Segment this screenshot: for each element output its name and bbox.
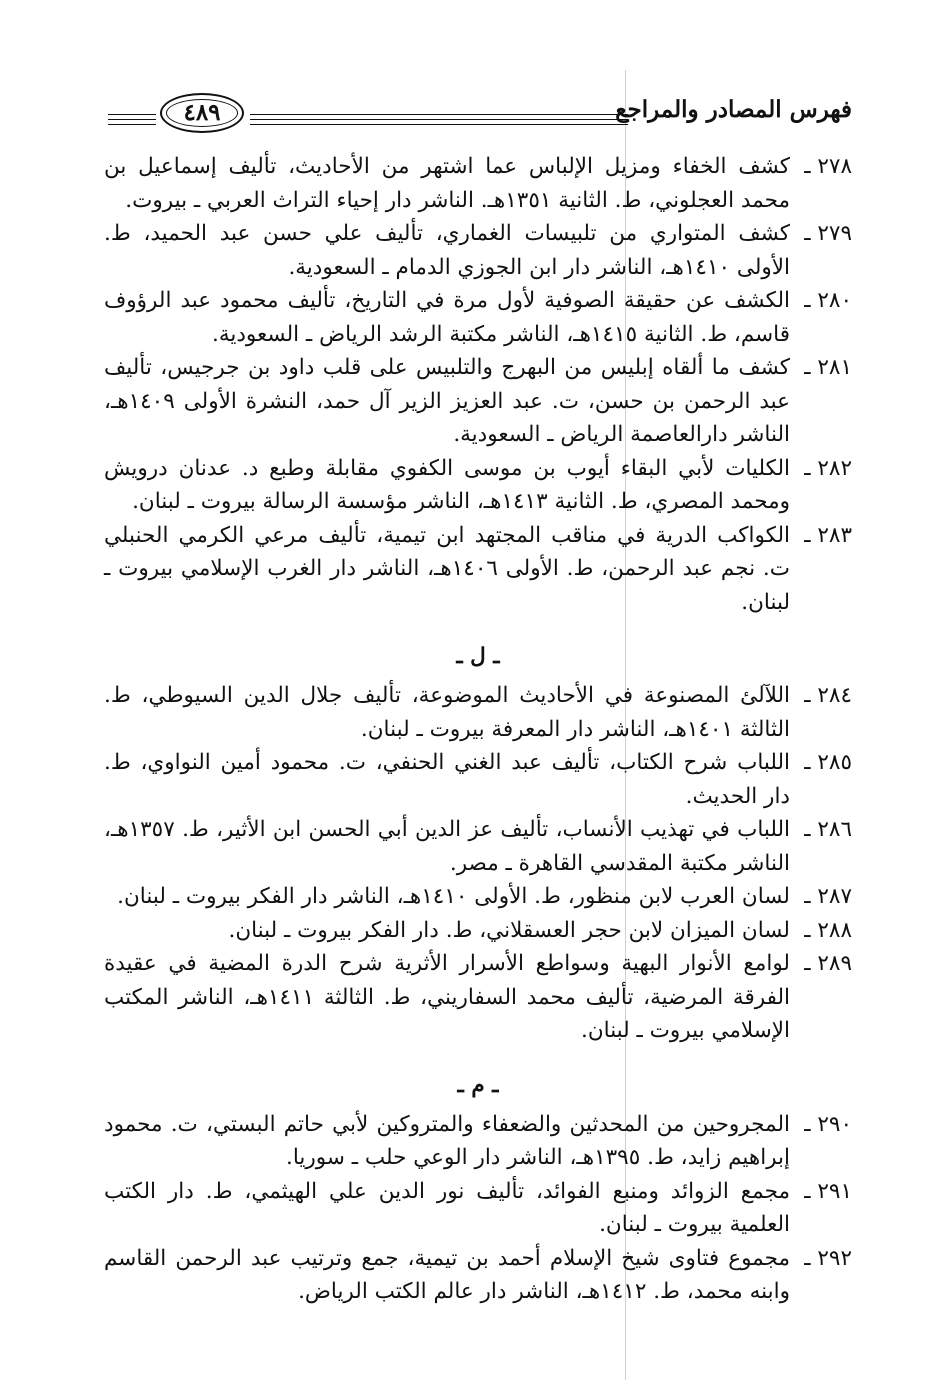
bibliography-list <box>104 150 852 1309</box>
entry-text: لسان الميزان لابن حجر العسقلاني، ط. دار الفكر بيروت ـ لبنان. <box>228 917 790 943</box>
bibliography-entry <box>104 284 852 351</box>
page-number-frame <box>160 93 244 133</box>
entry-number: ٢٩٢ ـ <box>804 1245 852 1271</box>
bibliography-entry <box>104 150 852 217</box>
bibliography-entry <box>104 1242 852 1309</box>
entry-number: ٢٧٩ ـ <box>804 221 852 246</box>
entry-number: ٢٨٤ ـ <box>804 683 852 708</box>
entry-number: ٢٩٠ ـ <box>804 1111 852 1137</box>
bibliography-entry <box>104 519 852 620</box>
section-letter-heading: ـ ل ـ <box>456 644 500 669</box>
bibliography-entry <box>104 813 852 880</box>
page-header <box>100 92 852 142</box>
page-number: ٤٨٩ <box>183 99 221 126</box>
entry-number: ٢٩١ ـ <box>804 1178 852 1204</box>
bibliography-entry <box>104 1175 852 1242</box>
entry-text: الكواكب الدرية في مناقب المجتهد ابن تيمية، تأليف مرعي الكرمي الحنبلي ت. نجم عبد الرحمن، ط. الأولى ١٤٠٦هـ، الناشر دار الغرب الإسلامي بيروت ـ لبنان. <box>104 522 790 615</box>
entry-number: ٢٨٧ ـ <box>804 884 852 909</box>
header-rule-mid <box>250 119 628 120</box>
entry-text: لسان العرب لابن منظور، ط. الأولى ١٤١٠هـ، الناشر دار الفكر بيروت ـ لبنان. <box>117 884 790 909</box>
entry-number: ٢٨٢ ـ <box>804 455 852 481</box>
entry-text: اللباب في تهذيب الأنساب، تأليف عز الدين أبي الحسن ابن الأثير، ط. ١٣٥٧هـ، الناشر مكتبة المقدسي القاهرة ـ مصر. <box>104 817 790 876</box>
bibliography-entry <box>104 947 852 1048</box>
entry-text: لوامع الأنوار البهية وسواطع الأسرار الأثرية شرح الدرة المضية في عقيدة الفرقة المرضية، تأليف محمد السفاريني، ط. الثالثة ١٤١١هـ، الناشر المكتب الإسلامي بيروت ـ لبنان. <box>104 951 790 1043</box>
entry-number: ٢٨٠ ـ <box>804 288 852 313</box>
bibliography-entry <box>104 914 852 948</box>
entry-number: ٢٨٩ ـ <box>804 951 852 976</box>
bibliography-entry <box>104 746 852 813</box>
entry-text: كشف الخفاء ومزيل الإلباس عما اشتهر من الأحاديث، تأليف إسماعيل بن محمد العجلوني، ط. الثانية ١٣٥١هـ. الناشر دار إحياء التراث العربي ـ بيروت. <box>104 154 790 213</box>
header-rule-left-top <box>108 114 156 115</box>
entry-text: اللآلئ المصنوعة في الأحاديث الموضوعة، تأليف جلال الدين السيوطي، ط. الثالثة ١٤٠١هـ، الناشر دار المعرفة بيروت ـ لبنان. <box>104 683 790 742</box>
entry-text: المجروحين من المحدثين والضعفاء والمتروكين لأبي حاتم البستي، ت. محمود إبراهيم زايد، ط. ١٣٩٥هـ، الناشر دار الوعي حلب ـ سوريا. <box>104 1111 790 1170</box>
running-title: فهرس المصادر والمراجع <box>615 96 852 123</box>
header-rule-top <box>250 114 628 115</box>
entry-number: ٢٨٥ ـ <box>804 750 852 775</box>
entry-text: مجمع الزوائد ومنبع الفوائد، تأليف نور الدين علي الهيثمي، ط. دار الكتب العلمية بيروت ـ لبنان. <box>104 1178 790 1237</box>
bibliography-entry <box>104 452 852 519</box>
bibliography-entry <box>104 679 852 746</box>
bibliography-entry <box>104 351 852 452</box>
bibliography-entry <box>104 880 852 914</box>
bibliography-entry <box>104 217 852 284</box>
header-rule-left-mid <box>108 119 156 120</box>
entry-text: الكليات لأبي البقاء أيوب بن موسى الكفوي مقابلة وطبع د. عدنان درويش ومحمد المصري، ط. الثانية ١٤١٣هـ، الناشر مؤسسة الرسالة بيروت ـ لبنان. <box>104 455 790 514</box>
entry-number: ٢٨٨ ـ <box>804 917 852 943</box>
entry-number: ٢٨٦ ـ <box>804 817 852 842</box>
entry-text: اللباب شرح الكتاب، تأليف عبد الغني الحنفي، ت. محمود أمين النواوي، ط. دار الحديث. <box>104 750 790 809</box>
bibliography-entry <box>104 1108 852 1175</box>
entry-number: ٢٧٨ ـ <box>804 154 852 179</box>
section-letter-heading: ـ م ـ <box>457 1072 499 1098</box>
entry-text: كشف المتواري من تلبيسات الغماري، تأليف علي حسن عبد الحميد، ط. الأولى ١٤١٠هـ، الناشر دار ابن الجوزي الدمام ـ السعودية. <box>104 221 790 280</box>
entry-number: ٢٨١ ـ <box>804 355 852 380</box>
header-rule-bottom <box>250 124 628 125</box>
header-rule-left-bottom <box>108 124 156 125</box>
entry-number: ٢٨٣ ـ <box>804 522 852 548</box>
entry-text: الكشف عن حقيقة الصوفية لأول مرة في التاريخ، تأليف محمود عبد الرؤوف قاسم، ط. الثانية ١٤١٥هـ، الناشر مكتبة الرشد الرياض ـ السعودية. <box>104 288 790 347</box>
entry-text: كشف ما ألقاه إبليس من البهرج والتلبيس على قلب داود بن جرجيس، تأليف عبد الرحمن بن حسن، ت. عبد العزيز الزير آل حمد، النشرة الأولى ١٤٠٩هـ، الناشر دارالعاصمة الرياض ـ السعودية. <box>104 355 790 447</box>
entry-text: مجموع فتاوى شيخ الإسلام أحمد بن تيمية، جمع وترتيب عبد الرحمن القاسم وابنه محمد، ط. ١٤١٢هـ، الناشر دار عالم الكتب الرياض. <box>104 1245 790 1304</box>
